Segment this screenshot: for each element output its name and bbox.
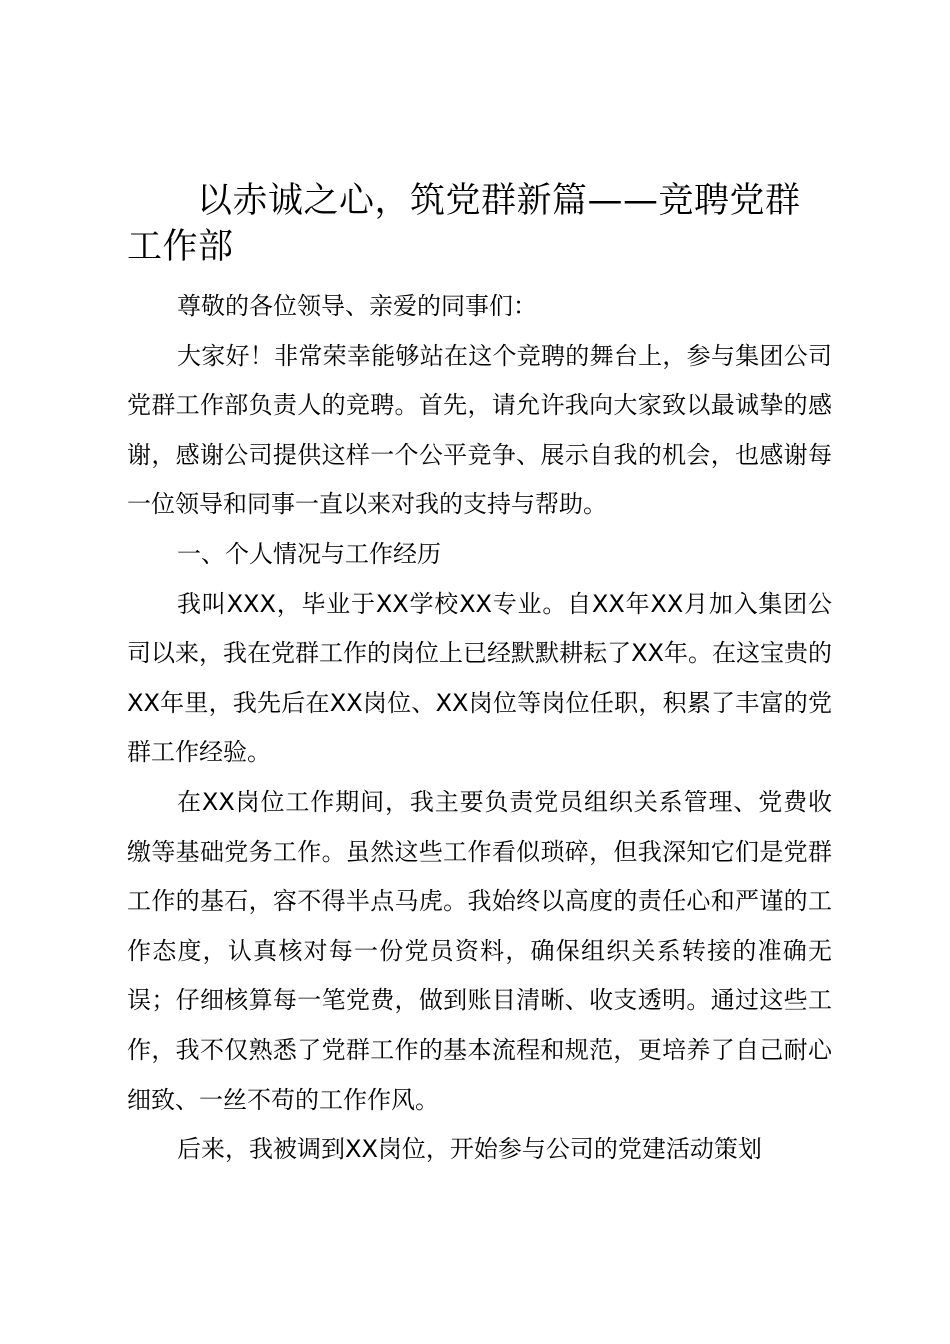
paragraph-second-post: 后来，我被调到XX岗位，开始参与公司的党建活动策划 xyxy=(177,1135,762,1164)
document-body xyxy=(127,178,832,1175)
paragraph-first-post: 在XX岗位工作期间，我主要负责党员组织关系管理、党费收缴等基础党务工作。虽然这些工作看似琐碎，但我深知它们是党群工作的基石，容不得半点马虎。我始终以高度的责任心和严谨的工作态度，认真核对每一份党员资料，确保组织关系转接的准确无误；仔细核算每一笔党费，做到账目清晰、收支透明。通过这些工作，我不仅熟悉了党群工作的基本流程和规范，更培养了自己耐心细致、一丝不苟的工作作风。 xyxy=(127,787,832,1114)
document-title: 以赤诚之心，筑党群新篇——竞聘党群工作部 xyxy=(127,181,801,267)
salutation: 尊敬的各位领导、亲爱的同事们： xyxy=(177,292,537,320)
section-heading-personal: 一、个人情况与工作经历 xyxy=(177,539,441,568)
paragraph-introduction: 我叫XXX，毕业于XX学校XX专业。自XX年XX月加入集团公司以来，我在党群工作的岗位上已经默默耕耘了XX年。在这宝贵的XX年里，我先后在XX岗位、XX岗位等岗位任职，积累了丰富的党群工作经验。 xyxy=(127,589,832,767)
paragraph-greeting: 大家好！非常荣幸能够站在这个竞聘的舞台上，参与集团公司党群工作部负责人的竞聘。首先，请允许我向大家致以最诚挚的感谢，感谢公司提供这样一个公平竞争、展示自我的机会，也感谢每一位领导和同事一直以来对我的支持与帮助。 xyxy=(127,341,832,519)
